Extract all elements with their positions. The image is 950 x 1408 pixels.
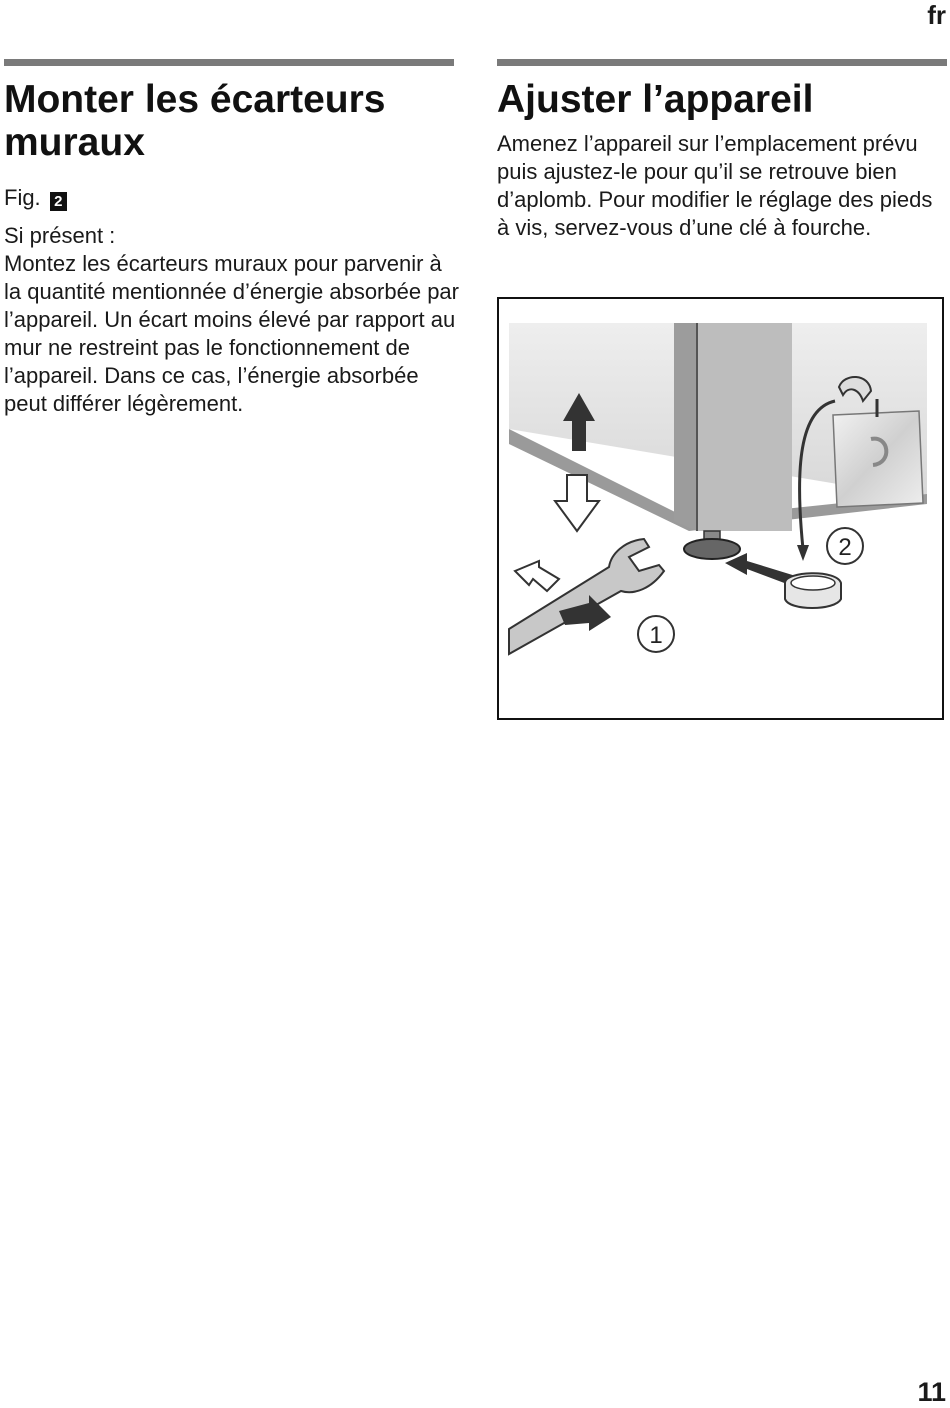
adjust-appliance-paragraph: Amenez l’appareil sur l’emplacement prévu puis ajustez-le pour qu’il se retrouve bien d’aplomb. Pour modifier le réglage des pieds à vis, servez-vous d’une clé à fourche. (497, 131, 933, 240)
section-title-adjust-appliance: Ajuster l’appareil (497, 78, 814, 121)
right-column (497, 78, 947, 242)
left-column (4, 78, 459, 418)
section-title-wall-spacers: Monter les écarteurs muraux (4, 78, 386, 164)
illustration-svg (499, 299, 942, 718)
fig-number-badge: 2 (50, 192, 67, 211)
left-column-rule (4, 59, 454, 66)
callout-1-label: 1 (649, 622, 663, 649)
adjustment-illustration (497, 297, 944, 720)
condition-text: Si présent : (4, 223, 116, 248)
callout-2-label: 2 (838, 534, 852, 561)
parts-bag-icon (833, 411, 923, 507)
rotate-arrow-white-icon (515, 561, 559, 591)
right-column-rule (497, 59, 947, 66)
screw-foot-icon (684, 539, 740, 559)
figure-reference (4, 184, 459, 212)
appliance-side (674, 323, 697, 531)
language-code: fr (927, 0, 946, 30)
appliance-front (697, 323, 792, 531)
wall-spacers-paragraph: Montez les écarteurs muraux pour parvenir à la quantité mentionnée d’énergie absorbée par l’appareil. Un écart moins élevé par rapport au mur ne restreint pas le fonctionnement de l’appareil. Dans ce cas, l’énergie absorbée peut différer légèrement. (4, 251, 459, 416)
page-number: 11 (917, 1377, 946, 1407)
fig-label: Fig. (4, 185, 41, 210)
